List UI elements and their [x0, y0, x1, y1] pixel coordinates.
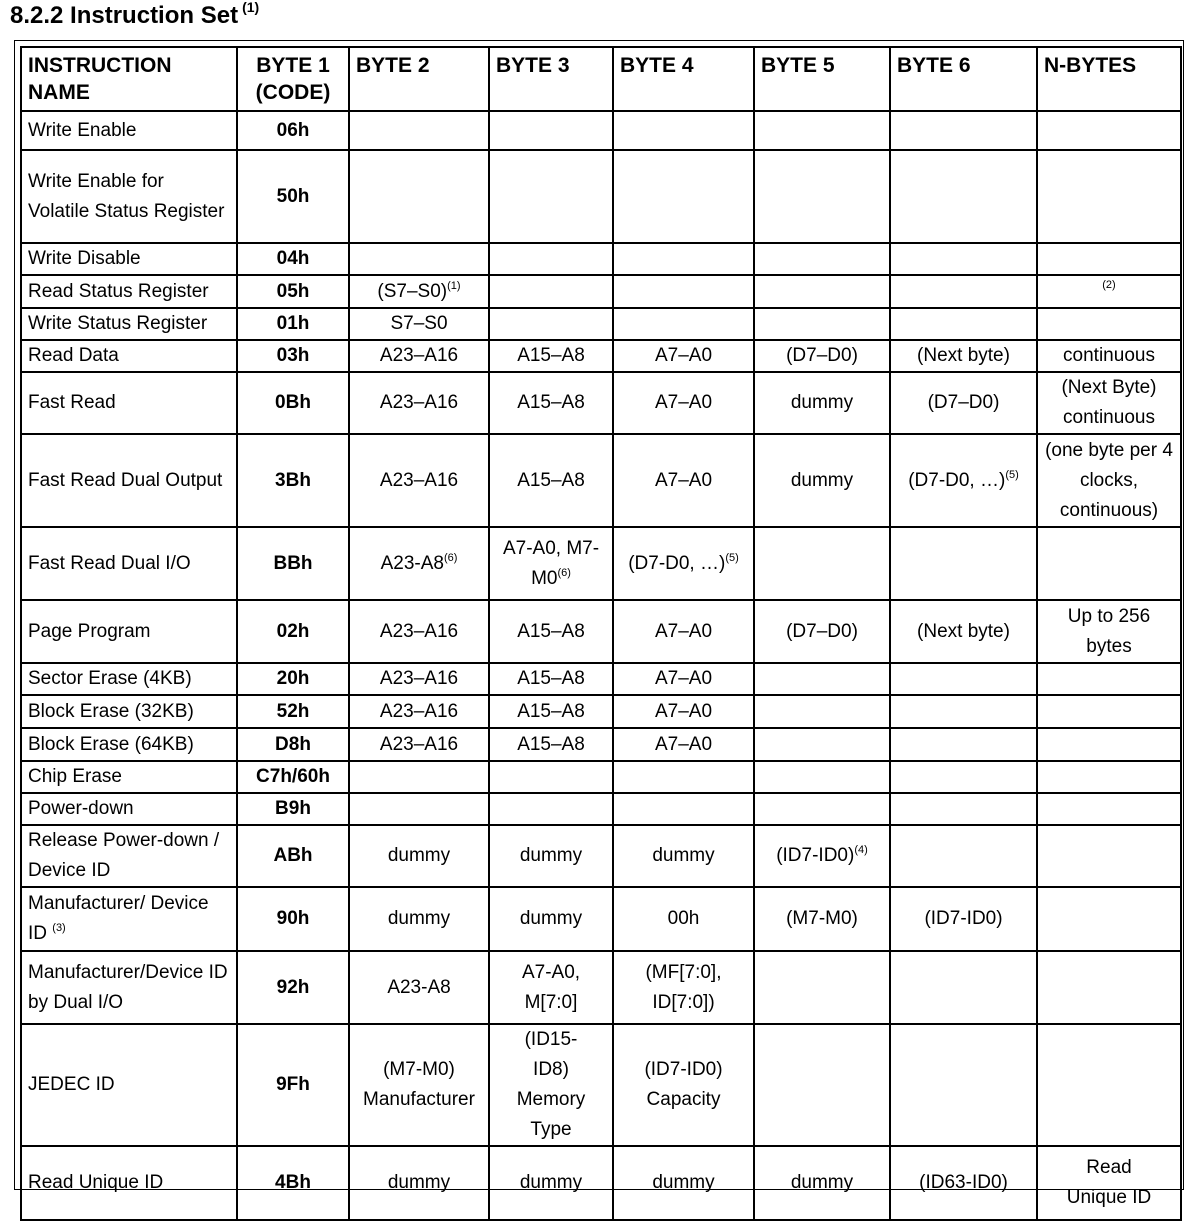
instruction-code: 01h	[237, 308, 349, 340]
byte6-cell: (ID7-ID0)	[890, 887, 1037, 951]
instruction-name: Sector Erase (4KB)	[21, 663, 237, 695]
byte5-cell	[754, 308, 890, 340]
byte3-cell: dummy	[489, 1146, 613, 1220]
byte6-cell	[890, 527, 1037, 600]
byte3-cell: A15–A8	[489, 340, 613, 372]
byte4-cell: dummy	[613, 825, 754, 887]
instruction-code: 05h	[237, 275, 349, 308]
byte6-cell: (D7–D0)	[890, 372, 1037, 434]
nbytes-cell	[1037, 695, 1181, 728]
byte4-cell: A7–A0	[613, 434, 754, 527]
nbytes-cell: (one byte per 4 clocks, continuous)	[1037, 434, 1181, 527]
byte6-cell	[890, 761, 1037, 793]
instruction-name-text: Manufacturer/ Device ID	[28, 893, 209, 944]
byte3-text: A7-A0, M7-M0	[502, 537, 600, 589]
byte2-cell	[349, 527, 489, 600]
byte3-cell: A15–A8	[489, 600, 613, 663]
byte5-cell: (M7-M0)	[754, 887, 890, 951]
nbytes-cell	[1037, 527, 1181, 600]
byte2-cell: A23–A16	[349, 434, 489, 527]
instruction-code: 20h	[237, 663, 349, 695]
byte2-cell	[349, 111, 489, 150]
byte6-cell	[890, 434, 1037, 527]
table-row	[21, 728, 1181, 761]
instruction-code: B9h	[237, 793, 349, 825]
byte6-cell	[890, 243, 1037, 275]
instruction-code: 02h	[237, 600, 349, 663]
byte6-cell	[890, 951, 1037, 1024]
byte3-cell	[489, 150, 613, 243]
byte5-cell	[754, 1024, 890, 1146]
byte5-footnote: (4)	[854, 844, 868, 856]
header-nbytes: N-BYTES	[1037, 47, 1181, 111]
instruction-name: Block Erase (32KB)	[21, 695, 237, 728]
byte4-cell	[613, 275, 754, 308]
instruction-code: D8h	[237, 728, 349, 761]
byte3-cell	[489, 111, 613, 150]
instruction-code: C7h/60h	[237, 761, 349, 793]
byte2-footnote: (1)	[447, 279, 461, 292]
table-row	[21, 434, 1181, 527]
table-row	[21, 600, 1181, 663]
byte5-cell: dummy	[754, 434, 890, 527]
nbytes-cell	[1037, 243, 1181, 275]
section-title	[10, 2, 259, 30]
byte3-cell	[489, 243, 613, 275]
instruction-code: 03h	[237, 340, 349, 372]
byte2-cell: A23–A16	[349, 600, 489, 663]
instruction-name: Chip Erase	[21, 761, 237, 793]
byte4-cell: A7–A0	[613, 340, 754, 372]
byte3-cell: A15–A8	[489, 663, 613, 695]
byte2-cell: S7–S0	[349, 308, 489, 340]
byte6-cell	[890, 308, 1037, 340]
nbytes-cell	[1037, 150, 1181, 243]
instruction-name: Manufacturer/Device ID by Dual I/O	[21, 951, 237, 1024]
byte6-cell	[890, 793, 1037, 825]
byte5-cell	[754, 275, 890, 308]
header-byte6: BYTE 6	[890, 47, 1037, 111]
byte6-cell	[890, 728, 1037, 761]
byte5-cell	[754, 951, 890, 1024]
byte5-cell: (D7–D0)	[754, 600, 890, 663]
nbytes-cell: continuous	[1037, 340, 1181, 372]
table-row	[21, 340, 1181, 372]
nbytes-cell	[1037, 1024, 1181, 1146]
instruction-name: Power-down	[21, 793, 237, 825]
byte3-cell: A15–A8	[489, 372, 613, 434]
instruction-name: Write Enable	[21, 111, 237, 150]
byte3-cell: dummy	[489, 887, 613, 951]
byte5-cell	[754, 761, 890, 793]
table-row	[21, 1146, 1181, 1220]
nbytes-cell	[1037, 887, 1181, 951]
byte2-text: A23-A8	[380, 552, 444, 574]
byte5-cell: (D7–D0)	[754, 340, 890, 372]
byte4-cell: (MF[7:0], ID[7:0])	[613, 951, 754, 1024]
nbytes-cell	[1037, 111, 1181, 150]
byte4-text: (D7-D0, …)	[628, 552, 726, 574]
nbytes-cell	[1037, 793, 1181, 825]
byte4-cell: A7–A0	[613, 695, 754, 728]
byte2-cell: (M7-M0) Manufacturer	[349, 1024, 489, 1146]
header-byte2: BYTE 2	[349, 47, 489, 111]
table-row	[21, 308, 1181, 340]
byte6-cell: (ID63-ID0)	[890, 1146, 1037, 1220]
instruction-code: 52h	[237, 695, 349, 728]
instruction-code: BBh	[237, 527, 349, 600]
byte3-cell: A7-A0, M[7:0]	[489, 951, 613, 1024]
table-row	[21, 695, 1181, 728]
section-title-note: (1)	[242, 0, 260, 15]
byte3-cell	[489, 275, 613, 308]
byte2-cell: A23–A16	[349, 340, 489, 372]
byte6-cell	[890, 825, 1037, 887]
instruction-name-footnote: (3)	[52, 922, 66, 934]
byte4-cell: 00h	[613, 887, 754, 951]
byte4-cell: A7–A0	[613, 728, 754, 761]
byte6-cell	[890, 1024, 1037, 1146]
byte5-cell	[754, 527, 890, 600]
section-title-text: 8.2.2 Instruction Set	[10, 2, 239, 29]
byte2-cell: A23-A8	[349, 951, 489, 1024]
byte3-footnote: (6)	[557, 566, 571, 579]
byte5-cell	[754, 663, 890, 695]
byte6-text: (D7-D0, …)	[908, 469, 1006, 491]
byte3-cell: (ID15-ID8) Memory Type	[489, 1024, 613, 1146]
byte5-cell: dummy	[754, 372, 890, 434]
byte4-cell: A7–A0	[613, 372, 754, 434]
byte2-cell: A23–A16	[349, 695, 489, 728]
instruction-name: Read Data	[21, 340, 237, 372]
byte4-footnote: (5)	[725, 551, 739, 564]
byte2-cell	[349, 761, 489, 793]
instruction-code: ABh	[237, 825, 349, 887]
nbytes-cell	[1037, 825, 1181, 887]
byte5-cell	[754, 243, 890, 275]
nbytes-cell	[1037, 308, 1181, 340]
byte2-cell	[349, 150, 489, 243]
table-row	[21, 951, 1181, 1024]
byte6-cell	[890, 150, 1037, 243]
instruction-code: 0Bh	[237, 372, 349, 434]
table-row	[21, 663, 1181, 695]
instruction-code: 04h	[237, 243, 349, 275]
byte4-cell	[613, 243, 754, 275]
byte4-cell	[613, 150, 754, 243]
byte3-cell	[489, 527, 613, 600]
instruction-code: 06h	[237, 111, 349, 150]
table-row	[21, 150, 1181, 243]
instruction-name: Fast Read Dual I/O	[21, 527, 237, 600]
byte2-cell: A23–A16	[349, 372, 489, 434]
instruction-code: 50h	[237, 150, 349, 243]
nbytes-cell	[1037, 951, 1181, 1024]
instruction-name: Page Program	[21, 600, 237, 663]
byte6-cell	[890, 111, 1037, 150]
byte2-cell: A23–A16	[349, 663, 489, 695]
instruction-code: 90h	[237, 887, 349, 951]
byte2-cell: dummy	[349, 825, 489, 887]
byte6-cell	[890, 695, 1037, 728]
header-row	[21, 47, 1181, 111]
byte2-cell: dummy	[349, 887, 489, 951]
nbytes-cell: (Next Byte) continuous	[1037, 372, 1181, 434]
byte2-cell	[349, 793, 489, 825]
byte3-cell: A15–A8	[489, 434, 613, 527]
instruction-name: Read Status Register	[21, 275, 237, 308]
header-byte3: BYTE 3	[489, 47, 613, 111]
nbytes-cell	[1037, 663, 1181, 695]
byte4-cell: A7–A0	[613, 600, 754, 663]
byte4-cell	[613, 527, 754, 600]
byte4-cell	[613, 793, 754, 825]
table-row	[21, 793, 1181, 825]
byte2-cell: dummy	[349, 1146, 489, 1220]
byte4-cell	[613, 761, 754, 793]
instruction-code: 3Bh	[237, 434, 349, 527]
header-byte5: BYTE 5	[754, 47, 890, 111]
byte3-cell	[489, 793, 613, 825]
byte5-cell	[754, 111, 890, 150]
nbytes-footnote: (2)	[1102, 279, 1116, 291]
instruction-name: Block Erase (64KB)	[21, 728, 237, 761]
instruction-code: 9Fh	[237, 1024, 349, 1146]
byte3-cell	[489, 308, 613, 340]
byte5-cell	[754, 728, 890, 761]
byte5-cell	[754, 793, 890, 825]
byte5-cell: dummy	[754, 1146, 890, 1220]
instruction-name: Read Unique ID	[21, 1146, 237, 1220]
byte4-cell	[613, 308, 754, 340]
table-row	[21, 761, 1181, 793]
nbytes-cell	[1037, 761, 1181, 793]
byte5-cell	[754, 695, 890, 728]
table-row	[21, 111, 1181, 150]
instruction-name: JEDEC ID	[21, 1024, 237, 1146]
instruction-name: Write Status Register	[21, 308, 237, 340]
table-row	[21, 1024, 1181, 1146]
header-byte1: BYTE 1 (CODE)	[237, 47, 349, 111]
nbytes-cell: Up to 256 bytes	[1037, 600, 1181, 663]
byte6-footnote: (5)	[1005, 468, 1019, 481]
nbytes-cell: Read Unique ID	[1037, 1146, 1181, 1220]
instruction-name: Write Disable	[21, 243, 237, 275]
byte3-cell: dummy	[489, 825, 613, 887]
instruction-code: 4Bh	[237, 1146, 349, 1220]
byte6-cell: (Next byte)	[890, 600, 1037, 663]
byte4-cell	[613, 111, 754, 150]
instruction-name: Write Enable for Volatile Status Register	[21, 150, 237, 243]
byte3-cell	[489, 761, 613, 793]
table-row	[21, 275, 1181, 308]
byte3-cell: A15–A8	[489, 728, 613, 761]
byte2-cell: A23–A16	[349, 728, 489, 761]
header-byte4: BYTE 4	[613, 47, 754, 111]
byte2-footnote: (6)	[443, 551, 458, 564]
byte2-text: (S7–S0)	[377, 280, 448, 302]
byte4-cell: dummy	[613, 1146, 754, 1220]
byte4-cell: A7–A0	[613, 663, 754, 695]
nbytes-cell	[1037, 275, 1181, 308]
instruction-name: Fast Read Dual Output	[21, 434, 237, 527]
byte2-cell	[349, 275, 489, 308]
byte6-cell	[890, 275, 1037, 308]
byte3-cell: A15–A8	[489, 695, 613, 728]
byte5-text: (ID7-ID0)	[776, 845, 855, 866]
header-instruction-name: INSTRUCTION NAME	[21, 47, 237, 111]
table-row	[21, 825, 1181, 887]
instruction-name: Fast Read	[21, 372, 237, 434]
byte4-cell: (ID7-ID0) Capacity	[613, 1024, 754, 1146]
instruction-name: Release Power-down / Device ID	[21, 825, 237, 887]
table-row	[21, 372, 1181, 434]
instruction-set-table	[20, 46, 1182, 1221]
nbytes-cell	[1037, 728, 1181, 761]
instruction-name	[21, 887, 237, 951]
table-row	[21, 887, 1181, 951]
instruction-code: 92h	[237, 951, 349, 1024]
byte6-cell: (Next byte)	[890, 340, 1037, 372]
table-row	[21, 243, 1181, 275]
byte5-cell	[754, 150, 890, 243]
byte6-cell	[890, 663, 1037, 695]
byte2-cell	[349, 243, 489, 275]
byte5-cell	[754, 825, 890, 887]
table-row	[21, 527, 1181, 600]
